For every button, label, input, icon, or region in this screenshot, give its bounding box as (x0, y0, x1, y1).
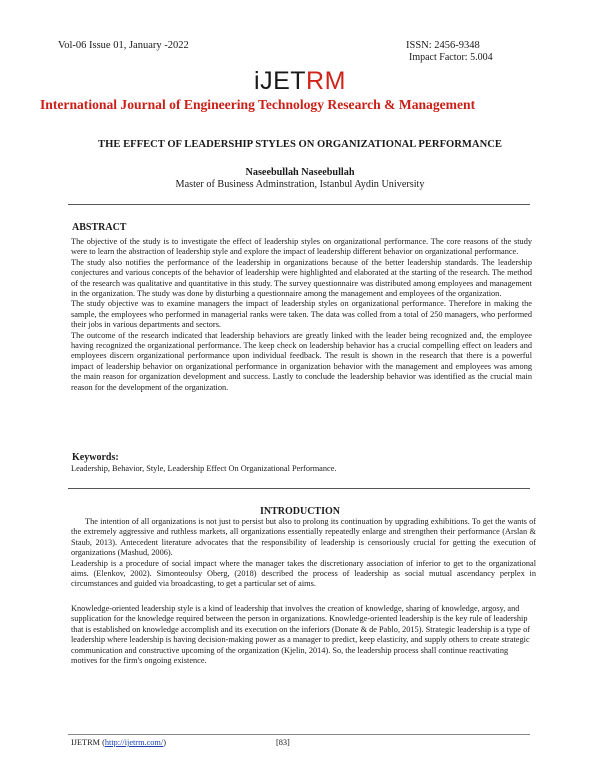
logo-part-1: iJET (254, 67, 307, 95)
article-title: THE EFFECT OF LEADERSHIP STYLES ON ORGANIZATIONAL PERFORMANCE (98, 139, 502, 150)
abstract-paragraph: The outcome of the research indicated that leadership behaviors are greatly linked with the leader being recognized and, the employee having recognized the organizational performance. The keep check on leadership behavior has a crucial compelling effect on leaders and employees discern organizational performance upon individual feedback. The result is shown in the research that there is a powerful impact of leadership behavior on organizational performance in organization behavior with the management and employees was among the main reason for organization development and success. Lastly to conclude the leadership behavior was identified as the crucial main reason for the development of the organization. (71, 330, 532, 392)
footer-citation (71, 738, 166, 747)
introduction-paragraph-3: Knowledge-oriented leadership style is a kind of leadership that involves the creation of knowledge, sharing of knowledge, argosy, and supplication for the knowledge required between the person in organizations. Knowledge-oriented leadership is the key rule of leadership that is established on knowledge accomplish and its execution on the inferiors (Donate & de Pablo, 2015). Strategic leadership is a type of leadership where leadership is having decision-making power as a manager to predict, keep elasticity, and supply others to create strategic communication and constructive upcoming of the organization (Kjelin, 2014). So, the leadership process shall continue reactivating motives for the firm's ongoing existence. (71, 604, 530, 666)
author-affiliation: Master of Business Adminstration, Istanbul Aydin University (175, 179, 425, 190)
volume-issue: Vol-06 Issue 01, January -2022 (58, 40, 189, 51)
logo-part-2: RM (306, 67, 346, 95)
footer-prefix: IJETRM ( (71, 738, 105, 747)
keywords-text: Leadership, Behavior, Style, Leadership Effect On Organizational Performance. (71, 464, 337, 473)
introduction-paragraph-1-text: The intention of all organizations is not just to persist but also to prolong its continuation by upgrading exhibitions. To get the wants of the extremely aggressive and ruthless markets, all organizations essentially repeatedly enlarge and strengthen their performance (Arslan & Staub, 2013). Antecedent literature advocates that the responsibility of leadership is censoriously crucial for getting the execution of organizations (Mashud, 2006). (71, 517, 536, 558)
divider-top (68, 204, 530, 205)
introduction-paragraph-1 (71, 517, 536, 559)
impact-factor: Impact Factor: 5.004 (409, 52, 493, 63)
journal-name: International Journal of Engineering Technology Research & Management (40, 97, 476, 112)
abstract-paragraph: The study also notifies the performance of the leadership in organizations because of the better leadership standards. The leadership conjectures and various concepts of the behavior of leadership were highlighted and elaborated at the starting of the research. The method of the research was qualitative and quantitative in this study. The survey questionnaire was distributed among employees and management in the organization. The study was done by disturbing a questionnaire among the management and employees of the organization. (71, 257, 532, 299)
footer-suffix: ) (163, 738, 166, 747)
introduction-paragraph-2: Leadership is a procedure of social impact where the manager takes the discretionary association of inferior to get to the organizational aims. (Elenkov, 2002). Simonteoulsy Oberg, (2018) described the process of leadership as social mutual ascendancy perplex in circumstances and guided via broadcasting, to get a particular set of aims. (71, 558, 536, 589)
abstract-paragraph: The objective of the study is to investigate the effect of leadership styles on organizational performance. The core reasons of the study were to learn the abstraction of leadership style and explore the impact of leadership different behavior on organizational performance. (71, 237, 532, 257)
author-name: Naseebullah Naseebullah (245, 167, 355, 178)
abstract-body (71, 237, 532, 393)
abstract-paragraph: The study objective was to examine managers the impact of leadership styles on organizational performance. Therefore in making the sample, the employees who performed in managerial ranks were taken. The data was colled from a total of 250 managers, who performed their jobs in various departments and sectors. (71, 299, 532, 330)
divider-middle (68, 488, 530, 489)
abstract-heading: ABSTRACT (72, 222, 127, 233)
issn: ISSN: 2456-9348 (406, 40, 480, 51)
keywords-heading: Keywords: (72, 452, 119, 463)
footer-divider (68, 734, 530, 735)
introduction-heading: INTRODUCTION (259, 506, 340, 517)
page-number: [83] (276, 738, 290, 747)
journal-link[interactable]: http://ijetrm.com/ (104, 738, 164, 747)
journal-logo (230, 66, 370, 96)
introduction-body (71, 517, 536, 590)
